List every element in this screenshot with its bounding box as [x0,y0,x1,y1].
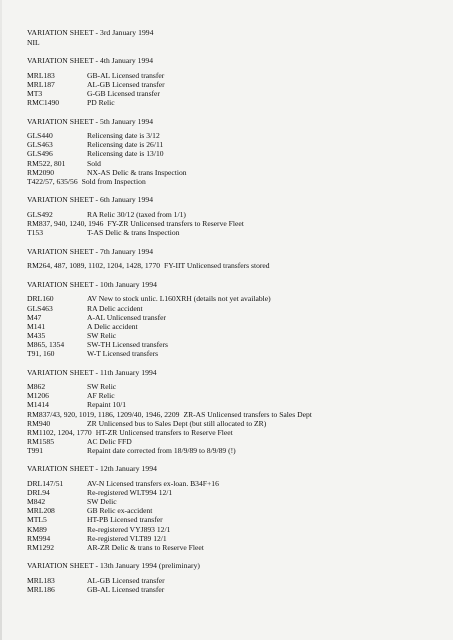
section-heading: VARIATION SHEET - 6th January 1994 [27,195,154,205]
entry-row [27,331,447,340]
vehicle-ref: RM994 [27,533,51,543]
vehicle-ref: RM1102, 1204, 1770 [27,427,92,437]
entry-description: ZR-AS Unlicensed transfers to Sales Dept [183,409,312,419]
variation-sheet-section [27,247,447,271]
entry-row [27,576,447,585]
vehicle-ref: T91, 160 [27,349,55,359]
entry-description: AV New to stock unlic. L160XRH (details not yet available) [87,294,271,304]
entry-description: Repaint date corrected from 18/9/89 to 8/9/89 (!) [87,445,236,455]
entry-description: AR-ZR Delic & trans to Reserve Fleet [87,542,204,552]
entry-row [27,437,447,446]
entry-description: RA Relic 30/12 (taxed from 1/1) [87,209,186,219]
entry-row [27,38,447,47]
vehicle-ref: MRL183 [27,575,55,585]
entry-description: FY-ZR Unlicensed transfers to Reserve Fleet [107,219,244,228]
entry-row [27,294,447,303]
vehicle-ref: T422/57, 635/56 [27,176,78,186]
vehicle-ref: RM1585 [27,436,55,446]
entry-description: A Delic accident [87,321,138,331]
entry-description: Sold [87,158,101,168]
entry-description: Repaint 10/1 [87,400,127,410]
vehicle-ref: GLS496 [27,149,53,159]
entry-row [27,479,447,488]
entry-row [27,534,447,543]
variation-sheet-section [27,464,447,551]
vehicle-ref: NIL [27,37,40,47]
vehicle-ref: MRL208 [27,506,55,516]
entry-row [27,497,447,506]
entry-description: Re-registered VLT89 12/1 [87,533,167,543]
variation-sheet-section [27,28,447,47]
entry-description [87,38,447,47]
vehicle-ref: RM522, 801 [27,158,66,168]
entry-description: FY-IIT Unlicensed transfers stored [164,261,270,271]
variation-sheet-section [27,56,447,107]
entry-row [27,177,447,186]
entry-row [27,382,447,391]
entry-row [27,89,447,98]
vehicle-ref: M1206 [27,391,49,401]
section-heading: VARIATION SHEET - 4th January 1994 [27,56,154,66]
section-heading: VARIATION SHEET - 3rd January 1994 [27,28,154,37]
entry-row [27,525,447,534]
entry-row [27,304,447,313]
entry-row [27,71,447,80]
vehicle-ref: M1414 [27,400,49,410]
entry-description: SW Relic [87,330,117,340]
entry-row [27,228,447,237]
vehicle-ref: RM940 [27,418,51,428]
entry-row [27,261,447,270]
vehicle-ref: RMC1490 [27,98,60,108]
section-heading: VARIATION SHEET - 11th January 1994 [27,367,157,377]
vehicle-ref: T153 [27,228,44,238]
vehicle-ref: M865, 1354 [27,339,65,349]
entry-description: GB-AL Licensed transfer [87,70,165,80]
variation-sheet-section [27,368,447,455]
section-heading: VARIATION SHEET - 5th January 1994 [27,116,154,126]
variation-sheet-section [27,561,447,594]
entry-row [27,131,447,140]
entry-description: AL-GB Licensed transfer [87,575,165,585]
entry-row [27,149,447,158]
entry-row [27,419,447,428]
vehicle-ref: KM89 [27,524,47,534]
entry-row [27,140,447,149]
vehicle-ref: RM2090 [27,167,55,177]
entry-row [27,585,447,594]
entry-description: GB-AL Licensed transfer [87,585,165,594]
entry-row [27,340,447,349]
vehicle-ref: DRL160 [27,294,54,304]
vehicle-ref: M842 [27,497,46,507]
entry-row [27,168,447,177]
entry-description: Re-registered WLT994 12/1 [87,488,173,498]
vehicle-ref: M862 [27,382,46,392]
entry-description: AF Relic [87,391,115,401]
entry-row [27,488,447,497]
vehicle-ref: M435 [27,330,46,340]
entry-description: HT-PB Licensed transfer [87,515,163,525]
entry-row [27,219,447,228]
entry-row [27,159,447,168]
entry-description: NX-AS Delic & trans Inspection [87,167,187,177]
entry-description: HT-ZR Unlicensed transfers to Reserve Fleet [95,427,233,437]
entry-description: W-T Licensed transfers [87,349,159,359]
entry-description: PD Relic [87,98,115,108]
entry-row [27,313,447,322]
vehicle-ref: T991 [27,445,44,455]
entry-description: A-AL Unlicensed transfer [87,312,166,322]
variation-sheet-section [27,195,447,237]
vehicle-ref: RM837, 940, 1240, 1946 [27,219,104,228]
variation-sheet-section [27,117,447,186]
entry-description: SW-TH Licensed transfers [87,339,168,349]
entry-description: Re-registered VYJ893 12/1 [87,524,171,534]
vehicle-ref: DRL147/51 [27,479,64,489]
scan-edge [0,0,2,640]
vehicle-ref: MRL183 [27,70,55,80]
entry-row [27,543,447,552]
entry-row [27,410,447,419]
vehicle-ref: MRL187 [27,79,55,89]
section-heading: VARIATION SHEET - 12th January 1994 [27,464,157,474]
entry-description: RA Delic accident [87,303,143,313]
entry-row [27,80,447,89]
section-heading: VARIATION SHEET - 13th January 1994 (preliminary) [27,561,200,571]
entry-description: AL-GB Licensed transfer [87,79,165,89]
vehicle-ref: RM264, 487, 1089, 1102, 1204, 1428, 1770 [27,261,161,271]
section-heading: VARIATION SHEET - 10th January 1994 [27,279,157,289]
entry-row [27,400,447,409]
entry-description: Relicensing date is 13/10 [87,149,164,159]
entry-description: SW Delic [87,497,117,507]
entry-description: SW Relic [87,382,117,392]
entry-description: T-AS Delic & trans Inspection [87,228,180,238]
entry-description: ZR Unlicensed bus to Sales Dept (but still allocated to ZR) [87,418,267,428]
vehicle-ref: GLS440 [27,131,53,141]
entry-description: G-GB Licensed transfer [87,88,160,98]
vehicle-ref: DRL94 [27,488,50,498]
vehicle-ref: GLS492 [27,209,53,219]
vehicle-ref: GLS463 [27,140,53,150]
entry-row [27,210,447,219]
entry-row [27,446,447,455]
vehicle-ref: RM1292 [27,542,55,552]
entry-description: Relicensing date is 3/12 [87,131,160,141]
entry-row [27,506,447,515]
vehicle-ref: MRL186 [27,585,55,594]
vehicle-ref: MTL5 [27,515,47,525]
variation-sheet-section [27,280,447,358]
entry-description: Sold from Inspection [81,176,146,186]
vehicle-ref: M141 [27,321,46,331]
entry-row [27,349,447,358]
entry-row [27,515,447,524]
section-heading: VARIATION SHEET - 7th January 1994 [27,246,154,256]
entry-description: AV-N Licensed transfers ex-loan. B34F+16 [87,479,219,489]
entry-description: GB Relic ex-accident [87,506,153,516]
entry-row [27,322,447,331]
vehicle-ref: RM837/43, 920, 1019, 1186, 1209/40, 1946, 2209 [27,409,180,419]
entry-description: AC Delic FFD [87,436,132,446]
entry-row [27,391,447,400]
entry-description: Relicensing date is 26/11 [87,140,164,150]
entry-row [27,428,447,437]
vehicle-ref: M47 [27,312,42,322]
variation-sheets [27,28,447,604]
entry-row [27,98,447,107]
vehicle-ref: MT3 [27,88,43,98]
vehicle-ref: GLS463 [27,303,53,313]
